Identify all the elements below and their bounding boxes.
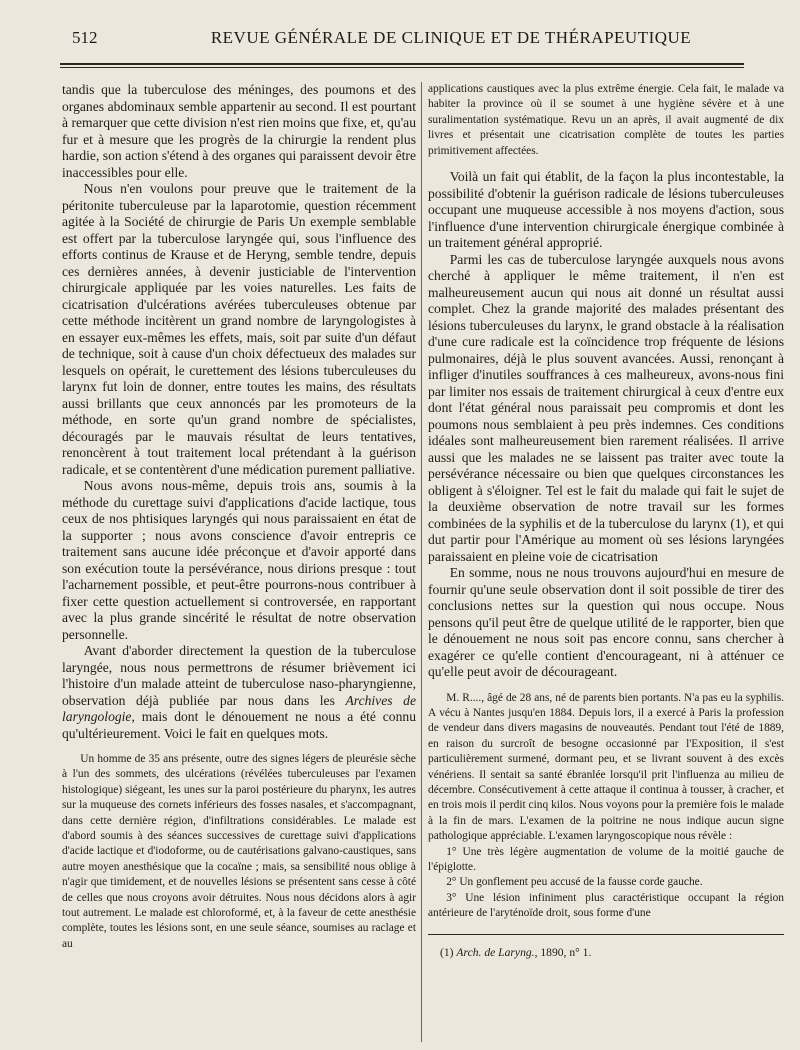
paragraph: tandis que la tuberculose des méninges, des poumons et des organes abdominaux semble appartenir au second. Il est pourtant à remarquer que cette division n'est rien moins que fixe, et, qu'au fur et à mesure que les progrès de la chirurgie la rendent plus hardie, son action s'étend à des organes qui paraissent devoir être inaccessibles pour elle. (62, 82, 416, 180)
paragraph: Nous avons nous-même, depuis trois ans, soumis à la méthode du curettage suivi d'applications d'acide lactique, tous ceux de nos phtisiques laryngés qui nous paraissaient en état de la supporter ; nous avons conscience d'avoir entrepris ce traitement sans aucune idée préconçue et d'avoir apporté dans son exécution toute la persévérance, nous dirions presque : tout l'acharnement possible, et peut-être pourrons-nous contribuer à fixer cette question actuellement si controversée, en rapportant avec la plus grande sincérité le résultat de notre observation personnelle. (62, 478, 416, 642)
header-rule-thin (60, 67, 744, 68)
observation-text: Un homme de 35 ans présente, outre des signes légers de pleurésie sèche à l'un des sommets, des ulcérations (révélées tuberculeuses par l'examen histologique) siégeant, les unes sur la paroi postérieure du pharynx, les autres sur la muqueuse des cornets inférieurs des fosses nasales, et s'accompagnant, dans cette dernière région, d'infiltrations considérables. Le malade est d'abord soumis à des séances successives de curettage suivi d'applications d'acide lactique et d'iodoforme, ou de cautérisations galvano-caustiques, sans autre moyen anesthésique que la cocaïne ; mais, sa sensibilité nous oblige à n'agir que timidement, et de nouvelles lésions se présentent sans cesse à côté de celles que nous croyons avoir détruites. Nous nous décidons alors à agir tout autrement. Le malade est chloroformé, et, à la faveur de cette anesthésie complète, toutes les lésions sont, en une seule séance, soumises au raclage et au (62, 753, 416, 950)
footnote-text: , 1890, n° 1. (534, 945, 592, 959)
list-item: 3° Une lésion infiniment plus caractéristique occupant la région antérieure de l'aryténoïde droit, sous forme d'une (428, 891, 784, 920)
right-body (428, 169, 784, 681)
observation-1 (62, 752, 416, 952)
running-title: REVUE GÉNÉRALE DE CLINIQUE ET DE THÉRAPEUTIQUE (210, 28, 692, 47)
paragraph: Nous n'en voulons pour preuve que le traitement de la péritonite tuberculeuse par la laparotomie, question récemment agitée à la Société de chirurgie de Paris Un exemple semblable est offert par la tuberculose laryngée qui, sous l'influence des efforts continus de Krause et de Heryng, semble tendre, depuis ces dernières années, à devenir justiciable de l'intervention chirurgicale appliquée par les voies naturelles. Les faits de cicatrisation d'ulcérations avérées tuberculeuses obtenue par cette méthode incitèrent un grand nombre de laryngologistes à en essayer eux-mêmes les effets, mais, soit par suite d'un défaut de technique, soit à cause d'un choix défectueux des malades sur lesquels on opérait, le curettement des lésions tuberculeuses du larynx fut loin de donner, entre toutes les mains, des résultats aussi brillants que ceux annoncés par les promoteurs de la méthode, en sorte qu'un grand nombre de spécialistes, découragés par le mauvais résultat de leurs tentatives, renoncèrent à tout traitement local prétendant à la guérison radicale, et se contentèrent d'une médication purement palliative. (62, 181, 416, 477)
observation-1-continued (428, 82, 784, 159)
observation-2 (428, 691, 784, 922)
text-run: Avant d'aborder directement la question de la tuberculose laryngée, nous nous permettrons de résumer brièvement ici l'histoire d'un malade atteint de tuberculose naso-pharyngienne, observation déjà publiée par nous dans les (62, 643, 416, 708)
paragraph (62, 643, 416, 742)
left-body (62, 82, 416, 742)
text-run: , mais dont le dénouement ne nous a été connu qu'ultérieurement. Voici le fait en quelques mots. (62, 709, 416, 741)
journal-title: Archives de laryngologie (62, 692, 416, 724)
header-rule (60, 63, 744, 65)
page-number: 512 (72, 28, 98, 47)
observation-text: applications caustiques avec la plus extrême énergie. Cela fait, le malade va habiter la province où il se soumet à une hygiène sévère et à une suralimentation systématique. Revu un an après, il avait augmenté de dix livres et présentait une cicatrisation complète de toutes les parties primitivement affectées. (428, 83, 784, 157)
footnote-rule (428, 934, 784, 935)
page-header (72, 28, 740, 54)
column-divider (421, 82, 422, 1042)
observation-text: M. R...., âgé de 28 ans, né de parents bien portants. N'a pas eu la syphilis. A vécu à Nantes jusqu'en 1884. Depuis lors, il a exercé à Paris la profession de vendeur dans divers magasins de nouveautés. Pendant tout l'été de 1889, en raison du surcroît de besogne occasionné par l'Exposition, il s'est particulièrement surmené, dormant peu, et se livrant souvent à des excès vénériens. Il sentait sa santé ébranlée lorsqu'il prit l'influenza au milieu de décembre. Consécutivement à cette attaque il continua à tousser, à cracher, et en trois mois il perdit cinq kilos. Nous voyons pour la première fois le malade à la fin de mars. L'examen de la poitrine ne nous indique aucun signe pathologique appréciable. L'examen laryngoscopique nous révèle : (428, 691, 784, 843)
right-column (428, 82, 784, 960)
list-item: 1° Une très légère augmentation de volume de la moitié gauche de l'épiglotte. (428, 845, 784, 873)
footnote-journal: Arch. de Laryng. (456, 945, 535, 959)
paragraph: Voilà un fait qui établit, de la façon la plus incontestable, la possibilité d'obtenir la guérison radicale de lésions tuberculeuses occupant une muqueuse accessible à nos moyens d'action, sous l'influence d'une intervention chirurgicale énergique combinée à un traitement général approprié. (428, 169, 784, 251)
left-column (62, 82, 416, 952)
list-item: 2° Un gonflement peu accusé de la fausse corde gauche. (446, 876, 703, 889)
footnote (428, 945, 784, 960)
paragraph: En somme, nous ne nous trouvons aujourd'hui en mesure de fournir qu'une seule observation dont il soit possible de tirer des conclusions nettes sur la question qui nous occupe. Nous pensons qu'il peut être de quelque utilité de le rapporter, bien que le dénouement ne nous soit pas encore connu, sans chercher à exagérer ce qu'elle contient d'encourageant, ni à atténuer ce qu'elle peut avoir de décourageant. (428, 565, 784, 680)
paragraph: Parmi les cas de tuberculose laryngée auxquels nous avons cherché à appliquer le même traitement, il n'en est malheureusement aucun qui nous ait donné un résultat aussi complet. Chez la grande majorité des malades présentant des lésions tuberculeuses du larynx, le grand obstacle à la réalisation d'une cure radicale est la coïncidence trop fréquente de lésions pulmonaires, déjà le plus souvent avancées. Aussi, renonçant à infliger d'inutiles souffrances à ces malheureux, avons-nous fini par limiter nos essais de traitement chirurgical à ceux d'entre eux dont l'état général nous paraissait peu compromis et dont les poumons nous semblaient à peu près indemnes. Ces conditions idéales sont malheureusement bien rarement réalisées. Il arrive aussi que les malades ne se laissent pas traiter avec toute la persévérance nécessaire ou bien que quelques circonstances les obligent à s'éloigner. Tel est le fait du malade qui fait le sujet de la deuxième observation de notre travail sur les formes combinées de la syphilis et de la tuberculose du larynx (1), et qui dut partir pour l'Amérique au moment où ses lésions laryngées paraissaient en pleine voie de cicatrisation (428, 251, 784, 564)
footnote-number: (1) (440, 945, 457, 959)
